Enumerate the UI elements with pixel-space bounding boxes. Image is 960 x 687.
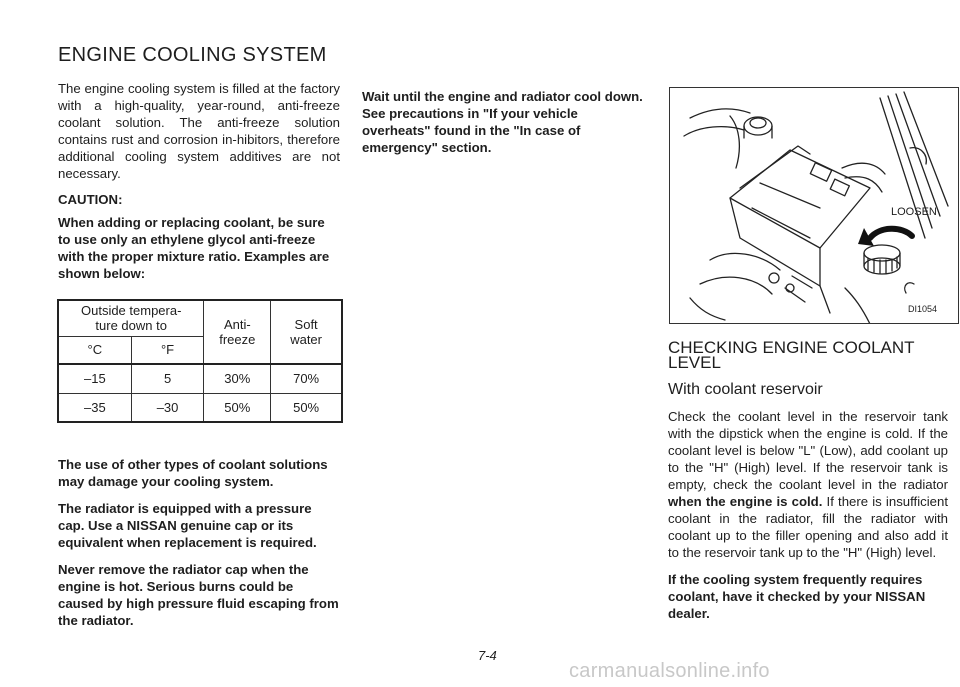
- header-antifreeze-line1: Anti-: [223, 317, 251, 332]
- figure-code: DI1054: [908, 304, 938, 314]
- left-column-notes: [58, 456, 340, 639]
- cell-antifreeze: 50%: [204, 393, 271, 422]
- note-hot-engine-warning: Never remove the radiator cap when the engine is hot. Serious burns could be caused by high pressure fluid escaping from the radiator.: [58, 562, 339, 628]
- page-title: ENGINE COOLING SYSTEM: [58, 44, 327, 66]
- header-outside-line2: ture down to: [95, 318, 167, 334]
- table-row: [58, 393, 342, 422]
- unit-celsius: °C: [58, 336, 131, 364]
- cell-antifreeze: 30%: [204, 364, 271, 393]
- para1-end: If there is insufficient coolant in the radiator, fill the radiator with coolant up to the filler opening and also add it to the reservoir tank up to the "H" (High) level.: [668, 494, 948, 560]
- caution-label: CAUTION:: [58, 192, 123, 207]
- radiator-cap-illustration: [669, 87, 959, 324]
- unit-fahrenheit: °F: [131, 336, 204, 364]
- cell-fahrenheit: –30: [131, 393, 204, 422]
- section-heading-line2: LEVEL: [668, 353, 721, 372]
- header-soft-water: [271, 300, 342, 364]
- header-water-line1: Soft: [294, 317, 318, 332]
- cell-celsius: –15: [58, 364, 131, 393]
- section-heading-line1: CHECKING ENGINE COOLANT: [668, 338, 915, 357]
- header-antifreeze: [204, 300, 271, 364]
- middle-column: [362, 88, 647, 166]
- para1-start: Check the coolant level in the reservoir tank with the dipstick when the engine is cold. If the coolant level is below "L" (Low), add coolant up to the "H" (High) level. If the reservoir tank is empty, check the coolant level in the radiator: [668, 409, 948, 492]
- loosen-label: LOOSEN: [891, 206, 937, 218]
- para1-bold: when the engine is cold.: [668, 494, 823, 509]
- left-column: [58, 80, 340, 292]
- dealer-check-paragraph: If the cooling system frequently requires coolant, have it checked by your NISSAN dealer.: [668, 572, 926, 621]
- caution-text: When adding or replacing coolant, be sure to use only an ethylene glycol anti-freeze with the proper mixture ratio. Examples are shown below:: [58, 215, 330, 281]
- header-outside-line1: Outside tempera-: [80, 303, 182, 319]
- page-number: 7-4: [478, 648, 497, 663]
- cell-water: 70%: [271, 364, 342, 393]
- right-column: [668, 408, 948, 632]
- cell-celsius: –35: [58, 393, 131, 422]
- header-water-line2: water: [290, 332, 322, 347]
- table-row: [58, 364, 342, 393]
- cell-water: 50%: [271, 393, 342, 422]
- cell-fahrenheit: 5: [131, 364, 204, 393]
- watermark: carmanualsonline.info: [569, 660, 770, 682]
- wait-cool-down-text: Wait until the engine and radiator cool down. See precautions in "If your vehicle overheats" found in the "In case of emergency" section.: [362, 89, 643, 155]
- note-coolant-types: The use of other types of coolant solutions may damage your cooling system.: [58, 457, 328, 489]
- check-coolant-paragraph: [668, 408, 948, 561]
- coolant-mixture-table: [57, 299, 343, 423]
- subheading-coolant-reservoir: With coolant reservoir: [668, 381, 823, 398]
- section-heading: [668, 340, 948, 370]
- header-outside-temperature: [58, 300, 204, 336]
- intro-paragraph: The engine cooling system is filled at the factory with a high-quality, year-round, anti-freeze coolant solution. The anti-freeze solution contains rust and corrosion in-hibitors, therefore additional cooling system additives are not necessary.: [58, 81, 340, 181]
- note-pressure-cap: The radiator is equipped with a pressure cap. Use a NISSAN genuine cap or its equivalent when replacement is required.: [58, 501, 317, 550]
- header-antifreeze-line2: freeze: [219, 332, 256, 347]
